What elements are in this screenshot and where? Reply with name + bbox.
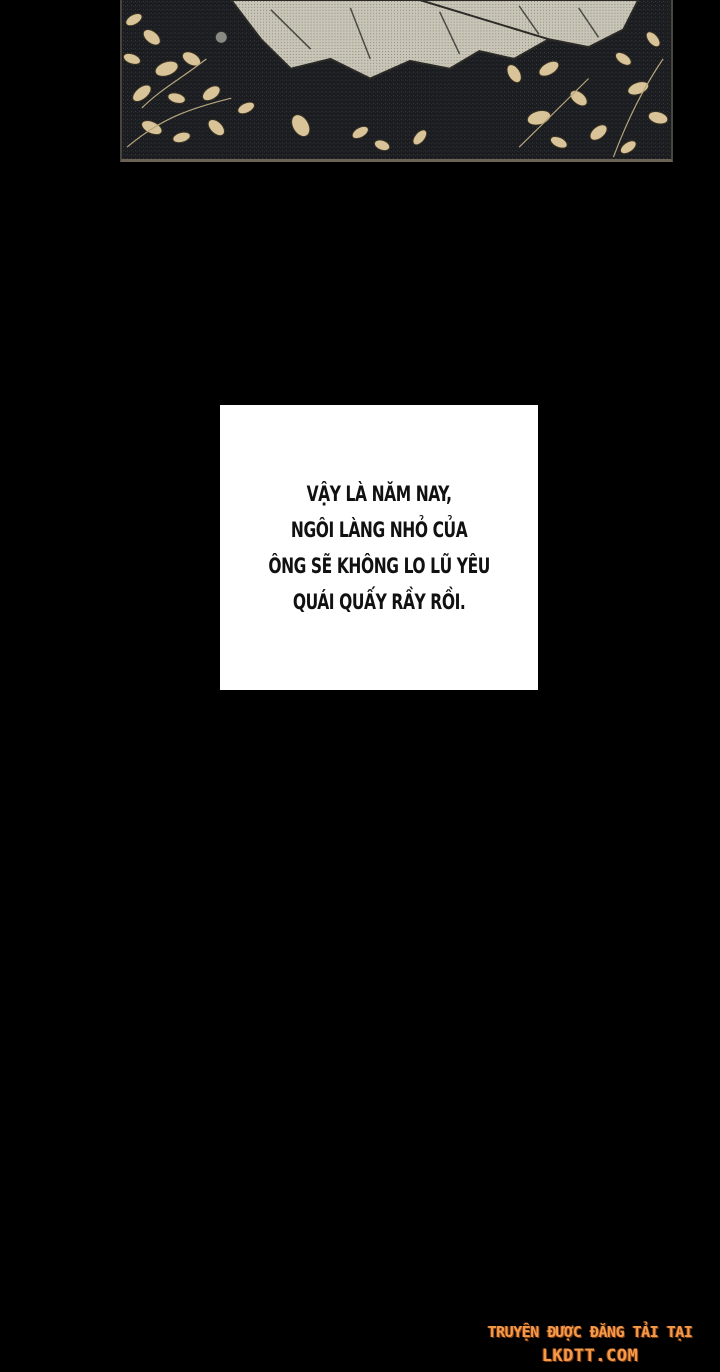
watermark-caption: TRUYỆN ĐƯỢC ĐĂNG TẢI TẠI [487,1323,693,1341]
narration-line: ÔNG SẼ KHÔNG LO LŨ YÊU [268,553,490,578]
illustration-panel-leaves [120,0,673,162]
narration-line: VẬY LÀ NĂM NAY, [306,481,452,506]
narration-text [268,476,490,620]
watermark-site-name: LKDTT.COM [541,1346,639,1366]
leaf-pattern-illustration [122,0,671,159]
narration-line: QUÁI QUẤY RẦY RỒI. [292,589,466,614]
narration-box [220,405,538,690]
narration-line: NGÔI LÀNG NHỎ CỦA [290,517,468,542]
site-watermark [460,1320,720,1368]
